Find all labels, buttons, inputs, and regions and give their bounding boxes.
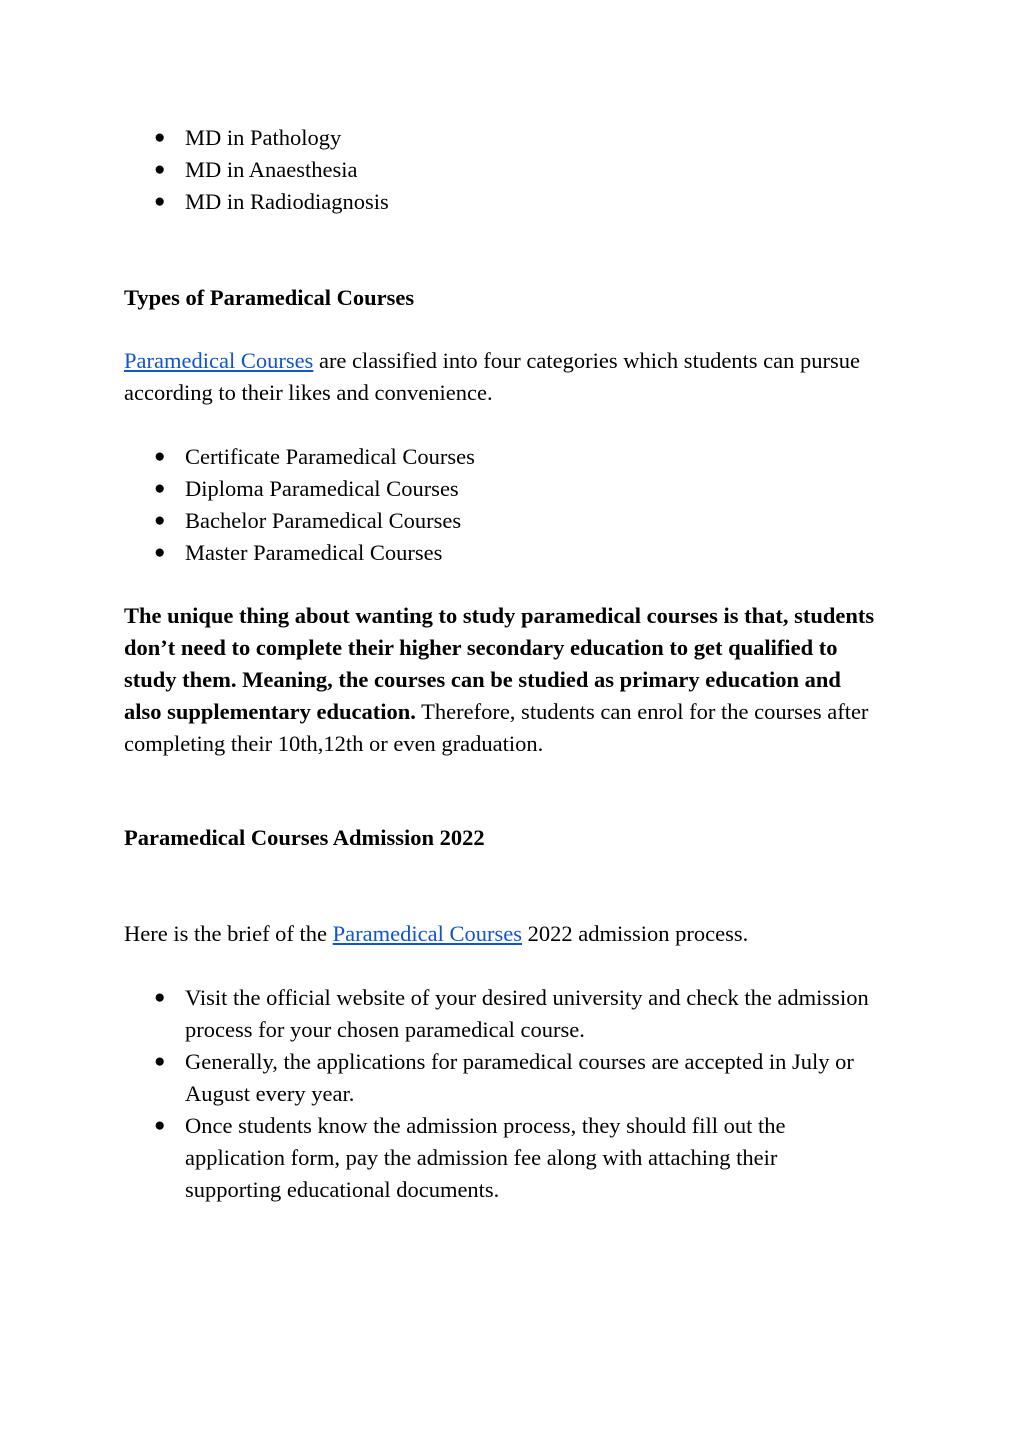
bullet-icon: ● (154, 1051, 166, 1072)
bullet-icon: ● (154, 510, 166, 531)
list-item: ● Once students know the admission process, they should fill out the application form, pay the admission fee along with attaching their supporting educational documents. (124, 1110, 878, 1206)
list-item: ● MD in Anaesthesia (124, 154, 884, 186)
bullet-icon: ● (154, 1115, 166, 1136)
list-item: ● Master Paramedical Courses (124, 537, 884, 569)
bullet-icon: ● (154, 191, 166, 212)
list-item: ● Diploma Paramedical Courses (124, 473, 884, 505)
admission-steps-list (124, 982, 878, 1206)
bullet-icon: ● (154, 542, 166, 563)
list-item: ● MD in Radiodiagnosis (124, 186, 884, 218)
bullet-icon: ● (154, 987, 166, 1008)
types-heading: Types of Paramedical Courses (124, 285, 415, 310)
paramedical-courses-link[interactable]: Paramedical Courses (332, 921, 522, 946)
list-item: ● Certificate Paramedical Courses (124, 441, 884, 473)
bullet-icon: ● (154, 478, 166, 499)
admission-heading: Paramedical Courses Admission 2022 (124, 825, 485, 850)
list-item: ● MD in Pathology (124, 122, 884, 154)
brief-paragraph: Here is the brief of the Paramedical Courses 2022 admission process. (124, 921, 749, 946)
unique-paragraph: The unique thing about wanting to study paramedical courses is that, students don’t need to complete their higher secondary education to get qualified to study them. Meaning, the courses can be studied as primary education and also supplementary education. Therefore, students can enrol for the courses after completing their 10th,12th or even graduation. (124, 603, 875, 756)
list-item: ● Visit the official website of your desired university and check the admission process for your chosen paramedical course. (124, 982, 878, 1046)
bullet-icon: ● (154, 127, 166, 148)
intro-paragraph: Paramedical Courses are classified into four categories which students can pursue according to their likes and convenience. (124, 348, 861, 405)
list-item: ● Generally, the applications for paramedical courses are accepted in July or August every year. (124, 1046, 878, 1110)
bullet-icon: ● (154, 159, 166, 180)
md-course-list (124, 122, 884, 218)
category-list (124, 441, 884, 569)
bullet-icon: ● (154, 446, 166, 467)
paramedical-courses-link[interactable]: Paramedical Courses (124, 348, 314, 373)
list-item: ● Bachelor Paramedical Courses (124, 505, 884, 537)
